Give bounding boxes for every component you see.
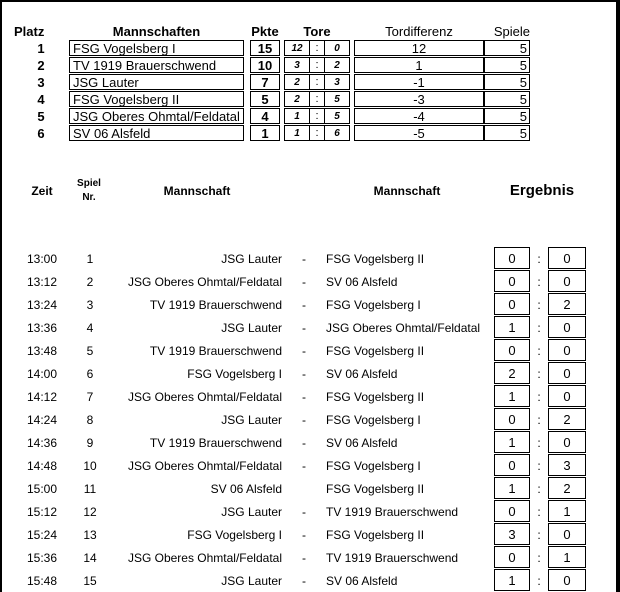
standing-platz: 6 [37,126,45,141]
score-home-field[interactable]: 0 [494,270,530,292]
match-row [2,569,616,592]
match-away-team: FSG Vogelsberg I [326,459,421,473]
match-row [2,293,616,316]
standing-diff: -5 [354,125,484,141]
match-time: 14:12 [26,390,58,404]
standing-pkte: 15 [250,40,280,56]
match-away-team: FSG Vogelsberg II [326,344,425,358]
score-colon: : [537,505,541,519]
score-away-field[interactable]: 1 [548,500,586,522]
match-number: 12 [83,505,97,519]
match-number: 7 [86,390,94,404]
match-home-team: JSG Lauter [221,321,282,335]
match-time: 13:00 [26,252,58,266]
match-row [2,339,616,362]
match-number: 6 [86,367,94,381]
match-time: 13:12 [26,275,58,289]
standing-goals-against: 3 [324,74,350,90]
match-row [2,454,616,477]
score-colon: : [537,574,541,588]
match-separator: - [302,390,306,404]
standings-row [2,57,616,74]
standing-goals-colon: : [310,40,324,56]
standings-row [2,91,616,108]
match-time: 13:24 [26,298,58,312]
match-away-team: SV 06 Alsfeld [326,436,398,450]
standing-platz: 1 [37,41,45,56]
match-number: 10 [83,459,97,473]
match-time: 15:12 [26,505,58,519]
standing-platz: 2 [37,58,45,73]
standing-spiele: 5 [484,40,530,56]
standings-row [2,40,616,57]
match-home-team: FSG Vogelsberg I [187,528,282,542]
match-row [2,477,616,500]
score-colon: : [537,298,541,312]
standing-diff: -4 [354,108,484,124]
match-time: 14:24 [26,413,58,427]
score-home-field[interactable]: 0 [494,500,530,522]
match-separator: - [302,436,306,450]
standing-team: JSG Lauter [69,74,244,90]
standing-pkte: 5 [250,91,280,107]
match-home-team: TV 1919 Brauerschwend [149,436,282,450]
header-nr: Nr. [82,192,96,203]
score-away-field[interactable]: 0 [548,339,586,361]
match-away-team: TV 1919 Brauerschwend [326,551,459,565]
score-home-field[interactable]: 1 [494,477,530,499]
score-home-field[interactable]: 0 [494,247,530,269]
score-home-field[interactable]: 1 [494,431,530,453]
match-number: 13 [83,528,97,542]
standings-row [2,125,616,142]
standing-pkte: 10 [250,57,280,73]
match-time: 14:00 [26,367,58,381]
match-away-team: FSG Vogelsberg II [326,482,425,496]
match-number: 3 [86,298,94,312]
header-pkte: Pkte [251,24,279,39]
score-away-field[interactable]: 0 [548,569,586,591]
header-ergebnis: Ergebnis [509,182,575,199]
standing-team: TV 1919 Brauerschwend [69,57,244,73]
score-away-field[interactable]: 1 [548,546,586,568]
score-colon: : [537,436,541,450]
match-home-team: FSG Vogelsberg I [187,367,282,381]
score-away-field[interactable]: 0 [548,523,586,545]
match-separator: - [302,321,306,335]
standing-spiele: 5 [484,57,530,73]
standing-goals-colon: : [310,91,324,107]
score-home-field[interactable]: 1 [494,385,530,407]
page [2,2,616,592]
standing-goals-against: 5 [324,108,350,124]
score-home-field[interactable]: 3 [494,523,530,545]
match-away-team: JSG Oberes Ohmtal/Feldatal [326,321,481,335]
match-separator: - [302,367,306,381]
match-number: 11 [83,482,97,496]
score-colon: : [537,551,541,565]
standing-goals-against: 6 [324,125,350,141]
standing-goals-colon: : [310,57,324,73]
match-time: 14:48 [26,459,58,473]
match-number: 8 [86,413,94,427]
standing-goals-for: 2 [284,91,310,107]
standing-spiele: 5 [484,74,530,90]
score-colon: : [537,413,541,427]
match-time: 15:48 [26,574,58,588]
standings-row [2,74,616,91]
score-colon: : [537,321,541,335]
header-zeit: Zeit [31,184,53,198]
score-colon: : [537,367,541,381]
score-away-field[interactable]: 0 [548,316,586,338]
standing-goals-against: 0 [324,40,350,56]
match-row [2,362,616,385]
match-separator: - [302,528,306,542]
header-platz: Platz [14,24,45,39]
match-home-team: JSG Oberes Ohmtal/Feldatal [127,459,282,473]
score-away-field[interactable]: 0 [548,270,586,292]
match-away-team: FSG Vogelsberg II [326,528,425,542]
header-spiele: Spiele [493,24,530,39]
match-separator: - [302,344,306,358]
standing-goals-for: 3 [284,57,310,73]
standing-goals-colon: : [310,74,324,90]
standing-goals-for: 12 [284,40,310,56]
standing-goals-colon: : [310,108,324,124]
match-row [2,385,616,408]
score-home-field[interactable]: 0 [494,454,530,476]
score-colon: : [537,275,541,289]
header-mannschaft-away: Mannschaft [373,184,441,198]
match-row [2,500,616,523]
standing-pkte: 1 [250,125,280,141]
score-away-field[interactable]: 3 [548,454,586,476]
score-away-field[interactable]: 0 [548,362,586,384]
score-colon: : [537,344,541,358]
score-colon: : [537,252,541,266]
standing-spiele: 5 [484,125,530,141]
match-separator: - [302,298,306,312]
standing-spiele: 5 [484,91,530,107]
match-time: 15:24 [26,528,58,542]
match-time: 13:36 [26,321,58,335]
score-away-field[interactable]: 2 [548,408,586,430]
score-away-field[interactable]: 0 [548,247,586,269]
match-time: 14:36 [26,436,58,450]
standing-goals-for: 1 [284,108,310,124]
match-home-team: JSG Oberes Ohmtal/Feldatal [127,390,282,404]
standings-row [2,108,616,125]
standing-team: SV 06 Alsfeld [69,125,244,141]
standing-diff: -1 [354,74,484,90]
match-separator: - [302,413,306,427]
match-separator: - [302,275,306,289]
match-number: 15 [83,574,97,588]
match-home-team: JSG Lauter [221,252,282,266]
score-away-field[interactable]: 0 [548,431,586,453]
match-away-team: FSG Vogelsberg II [326,390,425,404]
standing-team: JSG Oberes Ohmtal/Feldatal [69,108,244,124]
match-number: 5 [86,344,94,358]
match-home-team: JSG Oberes Ohmtal/Feldatal [127,275,282,289]
score-colon: : [537,528,541,542]
match-row [2,270,616,293]
score-home-field[interactable]: 0 [494,408,530,430]
header-tore: Tore [303,24,331,39]
match-separator: - [302,574,306,588]
score-home-field[interactable]: 0 [494,546,530,568]
match-number: 14 [83,551,97,565]
match-separator: - [302,551,306,565]
standing-platz: 4 [37,92,45,107]
standing-team: FSG Vogelsberg I [69,40,244,56]
score-away-field[interactable]: 0 [548,385,586,407]
standing-platz: 3 [37,75,45,90]
match-home-team: TV 1919 Brauerschwend [149,298,282,312]
score-colon: : [537,390,541,404]
match-home-team: JSG Lauter [221,574,282,588]
header-mannschaft-home: Mannschaft [163,184,231,198]
standing-goals-for: 2 [284,74,310,90]
match-separator: - [302,252,306,266]
score-colon: : [537,459,541,473]
match-away-team: SV 06 Alsfeld [326,275,398,289]
score-colon: : [537,482,541,496]
match-row [2,523,616,546]
score-away-field[interactable]: 2 [548,477,586,499]
score-home-field[interactable]: 1 [494,569,530,591]
match-away-team: FSG Vogelsberg I [326,298,421,312]
standing-team: FSG Vogelsberg II [69,91,244,107]
match-number: 9 [86,436,94,450]
header-spiel: Spiel [77,178,101,189]
standing-spiele: 5 [484,108,530,124]
match-home-team: TV 1919 Brauerschwend [149,344,282,358]
match-home-team: SV 06 Alsfeld [210,482,282,496]
match-number: 1 [86,252,94,266]
standing-pkte: 4 [250,108,280,124]
standing-goals-against: 5 [324,91,350,107]
match-away-team: SV 06 Alsfeld [326,574,398,588]
score-home-field[interactable]: 2 [494,362,530,384]
match-row [2,408,616,431]
standing-diff: 12 [354,40,484,56]
header-mannschaften: Mannschaften [112,24,201,39]
score-away-field[interactable]: 2 [548,293,586,315]
match-number: 2 [86,275,94,289]
match-away-team: SV 06 Alsfeld [326,367,398,381]
score-home-field[interactable]: 1 [494,316,530,338]
match-time: 15:36 [26,551,58,565]
match-home-team: JSG Oberes Ohmtal/Feldatal [127,551,282,565]
standing-goals-colon: : [310,125,324,141]
standing-goals-for: 1 [284,125,310,141]
standing-goals-against: 2 [324,57,350,73]
match-separator: - [302,505,306,519]
match-row [2,546,616,569]
standing-platz: 5 [37,109,45,124]
score-home-field[interactable]: 0 [494,339,530,361]
match-row [2,247,616,270]
match-home-team: JSG Lauter [221,413,282,427]
match-time: 13:48 [26,344,58,358]
score-home-field[interactable]: 0 [494,293,530,315]
match-row [2,431,616,454]
standing-pkte: 7 [250,74,280,90]
header-tordifferenz: Tordifferenz [385,24,453,39]
match-row [2,316,616,339]
match-away-team: FSG Vogelsberg I [326,413,421,427]
match-separator: - [302,459,306,473]
match-away-team: FSG Vogelsberg II [326,252,425,266]
match-number: 4 [86,321,94,335]
match-home-team: JSG Lauter [221,505,282,519]
match-away-team: TV 1919 Brauerschwend [326,505,459,519]
standing-diff: 1 [354,57,484,73]
match-time: 15:00 [26,482,58,496]
standing-diff: -3 [354,91,484,107]
